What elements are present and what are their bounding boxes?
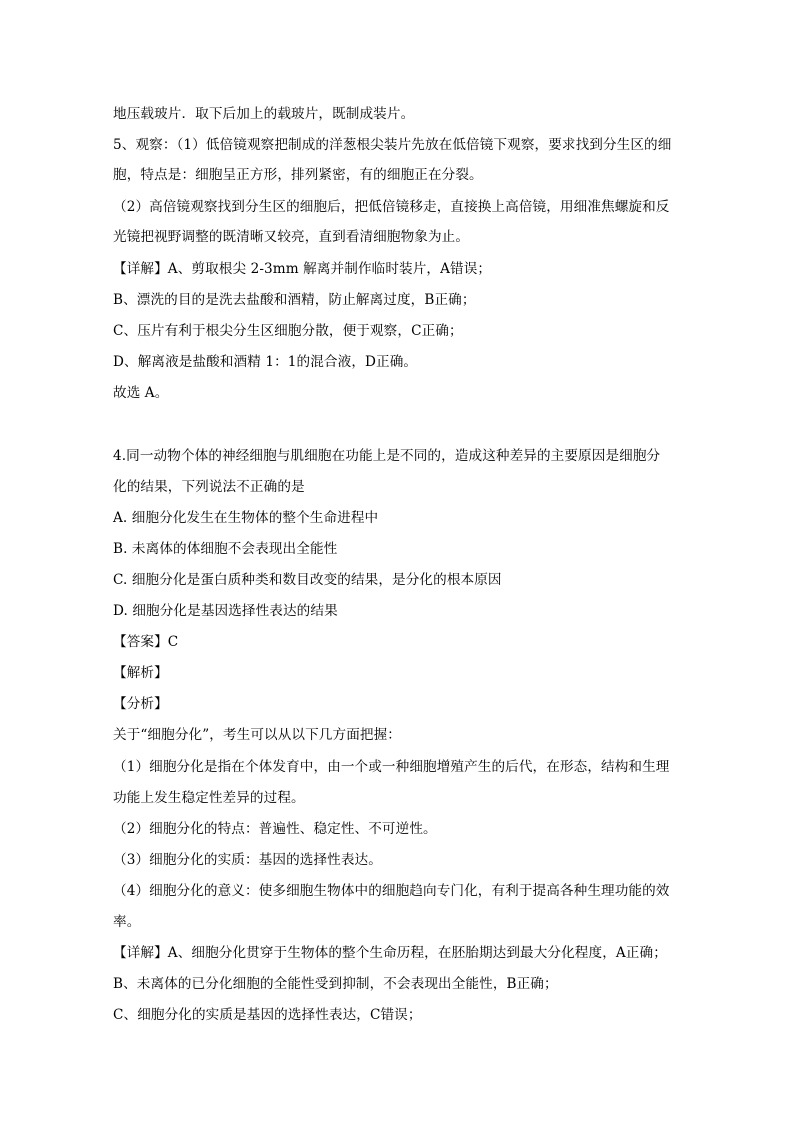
text-line: （4）细胞分化的意义：使多细胞生物体中的细胞趋向专门化，有利于提高各种生理功能的效 [113, 883, 670, 899]
text-line: 地压载玻片．取下后加上的载玻片，既制成装片。 [113, 106, 415, 122]
text-line: 故选 A。 [113, 385, 169, 401]
text-line: 胞，特点是：细胞呈正方形，排列紧密，有的细胞正在分裂。 [113, 167, 483, 183]
text-line: 5、观察：（1）低倍镜观察把制成的洋葱根尖装片先放在低倍镜下观察，要求找到分生区的细 [113, 137, 672, 153]
option-c: C. 细胞分化是蛋白质种类和数目改变的结果，是分化的根本原因 [113, 572, 502, 588]
text-line: 率。 [113, 914, 141, 930]
text-line: C、细胞分化的实质是基因的选择性表达，C错误； [113, 1007, 422, 1023]
text-line: 【详解】A、剪取根尖 2-3mm 解离并制作临时装片，A错误； [113, 261, 492, 277]
text-line: 功能上发生稳定性差异的过程。 [113, 790, 305, 806]
text-line: 光镜把视野调整的既清晰又较亮，直到看清细胞物象为止。 [113, 229, 470, 245]
text-line: 【详解】A、细胞分化贯穿于生物体的整个生命历程，在胚胎期达到最大分化程度，A正确； [113, 945, 667, 961]
text-line: B、漂洗的目的是洗去盐酸和酒精，防止解离过度，B正确； [113, 292, 476, 308]
text-line: （2）细胞分化的特点：普遍性、稳定性、不可逆性。 [113, 821, 437, 837]
question-stem: 4.同一动物个体的神经细胞与肌细胞在功能上是不同的，造成这种差异的主要原因是细胞分 [113, 448, 661, 464]
question-stem: 化的结果，下列说法不正确的是 [113, 479, 305, 495]
option-d: D. 细胞分化是基因选择性表达的结果 [113, 603, 338, 619]
answer-line: 【答案】C [113, 634, 179, 650]
text-line: B、未离体的已分化细胞的全能性受到抑制，不会表现出全能性，B正确； [113, 976, 558, 992]
text-line: C、压片有利于根尖分生区细胞分散，便于观察，C正确； [113, 323, 463, 339]
text-line: （1）细胞分化是指在个体发育中，由一个或一种细胞增殖产生的后代，在形态，结构和生理 [113, 759, 670, 775]
text-line: 关于“细胞分化”，考生可以从以下几方面把握： [113, 727, 401, 743]
section-heading: 【分析】 [113, 696, 168, 712]
option-a: A. 细胞分化发生在生物体的整个生命进程中 [113, 510, 379, 526]
text-line: （3）细胞分化的实质：基因的选择性表达。 [113, 852, 382, 868]
section-heading: 【解析】 [113, 665, 168, 681]
text-line: D、解离液是盐酸和酒精 1：1的混合液，D正确。 [113, 354, 418, 370]
option-b: B. 未离体的体细胞不会表现出全能性 [113, 541, 338, 557]
text-line: （2）高倍镜观察找到分生区的细胞后，把低倍镜移走，直接换上高倍镜，用细准焦螺旋和反 [113, 199, 670, 215]
